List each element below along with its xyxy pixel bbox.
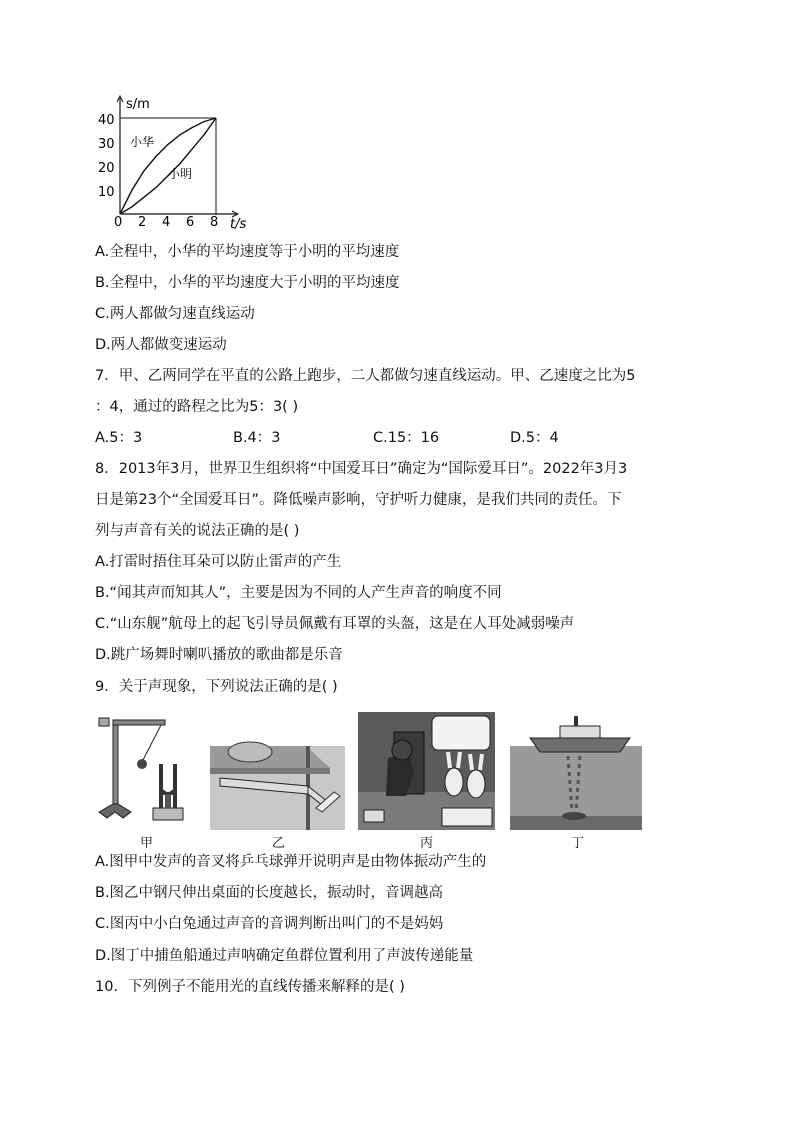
q6-option-c: C.两人都做匀速直线运动 (95, 306, 255, 322)
q8-option-c: C.“山东舰”航母上的起飞引导员佩戴有耳罩的头盔，这是在人耳处减弱噪声 (95, 616, 575, 632)
y-tick-20: 20 (98, 161, 115, 176)
q8-option-b: B.“闻其声而知其人”，主要是因为不同的人产生声音的响度不同 (95, 585, 502, 601)
q8-stem-line2: 日是第23个“全国爱耳日”。降低噪声影响，守护听力健康，是我们共同的责任。下 (95, 492, 622, 508)
q6-option-d: D.两人都做变速运动 (95, 337, 227, 353)
x-tick-2: 2 (138, 215, 147, 230)
y-tick-10: 10 (98, 185, 115, 200)
curve-label-xiaohua: 小华 (130, 135, 155, 149)
caption-ding: 丁 (571, 836, 585, 851)
q7-option-a: A.5：3 (95, 430, 143, 446)
y-tick-40: 40 (98, 113, 115, 128)
q9-option-c: C.图丙中小白兔通过声音的音调判断出叫门的不是妈妈 (95, 916, 444, 932)
y-axis-label: s/m (126, 97, 150, 112)
x-tick-0: 0 (114, 215, 123, 230)
figure-sonar-boat (510, 712, 642, 830)
x-tick-4: 4 (162, 215, 171, 230)
q10-stem: 10．下列例子不能用光的直线传播来解释的是( ) (95, 979, 405, 995)
q8-stem-line1: 8．2013年3月，世界卫生组织将“中国爱耳日”确定为“国际爱耳日”。2022年3月3 (95, 461, 628, 477)
caption-yi: 乙 (272, 836, 286, 851)
q9-option-a: A.图甲中发声的音叉将乒乓球弹开说明声是由物体振动产生的 (95, 854, 487, 870)
x-tick-6: 6 (186, 215, 195, 230)
q7-stem-line1: 7．甲、乙两同学在平直的公路上跑步，二人都做匀速直线运动。甲、乙速度之比为5 (95, 368, 636, 384)
series-line-1 (120, 118, 216, 214)
q9-stem: 9．关于声现象，下列说法正确的是( ) (95, 679, 338, 695)
q7-option-d: D.5：4 (510, 430, 559, 446)
q6-option-a: A.全程中，小华的平均速度等于小明的平均速度 (95, 244, 400, 260)
q6-option-b: B.全程中，小华的平均速度大于小明的平均速度 (95, 275, 400, 291)
q7-option-c: C.15：16 (373, 430, 440, 446)
curve-label-xiaoming: 小明 (168, 167, 193, 181)
q9-option-d: D.图丁中捕鱼船通过声呐确定鱼群位置利用了声波传递能量 (95, 948, 474, 964)
distance-time-graph (90, 92, 260, 232)
q7-stem-line2: ：4，通过的路程之比为5：3( ) (95, 399, 299, 415)
series-line-0 (120, 118, 216, 214)
q8-option-a: A.打雷时捂住耳朵可以防止雷声的产生 (95, 554, 342, 570)
caption-bing: 丙 (420, 836, 434, 851)
x-axis-label: t/s (230, 217, 247, 232)
figure-ruler-on-table (210, 712, 345, 830)
figure-tuning-fork (95, 712, 195, 830)
graph-curves (120, 118, 216, 214)
q9-option-b: B.图乙中钢尺伸出桌面的长度越长，振动时，音调越高 (95, 885, 444, 901)
graph-axes (117, 96, 238, 217)
q7-option-b: B.4：3 (233, 430, 281, 446)
y-tick-30: 30 (98, 137, 115, 152)
figure-cartoon-rabbits (358, 712, 495, 830)
q8-option-d: D.跳广场舞时喇叭播放的歌曲都是乐音 (95, 647, 343, 663)
caption-jia: 甲 (140, 836, 154, 851)
q8-stem-line3: 列与声音有关的说法正确的是( ) (95, 523, 300, 539)
x-tick-8: 8 (210, 215, 219, 230)
